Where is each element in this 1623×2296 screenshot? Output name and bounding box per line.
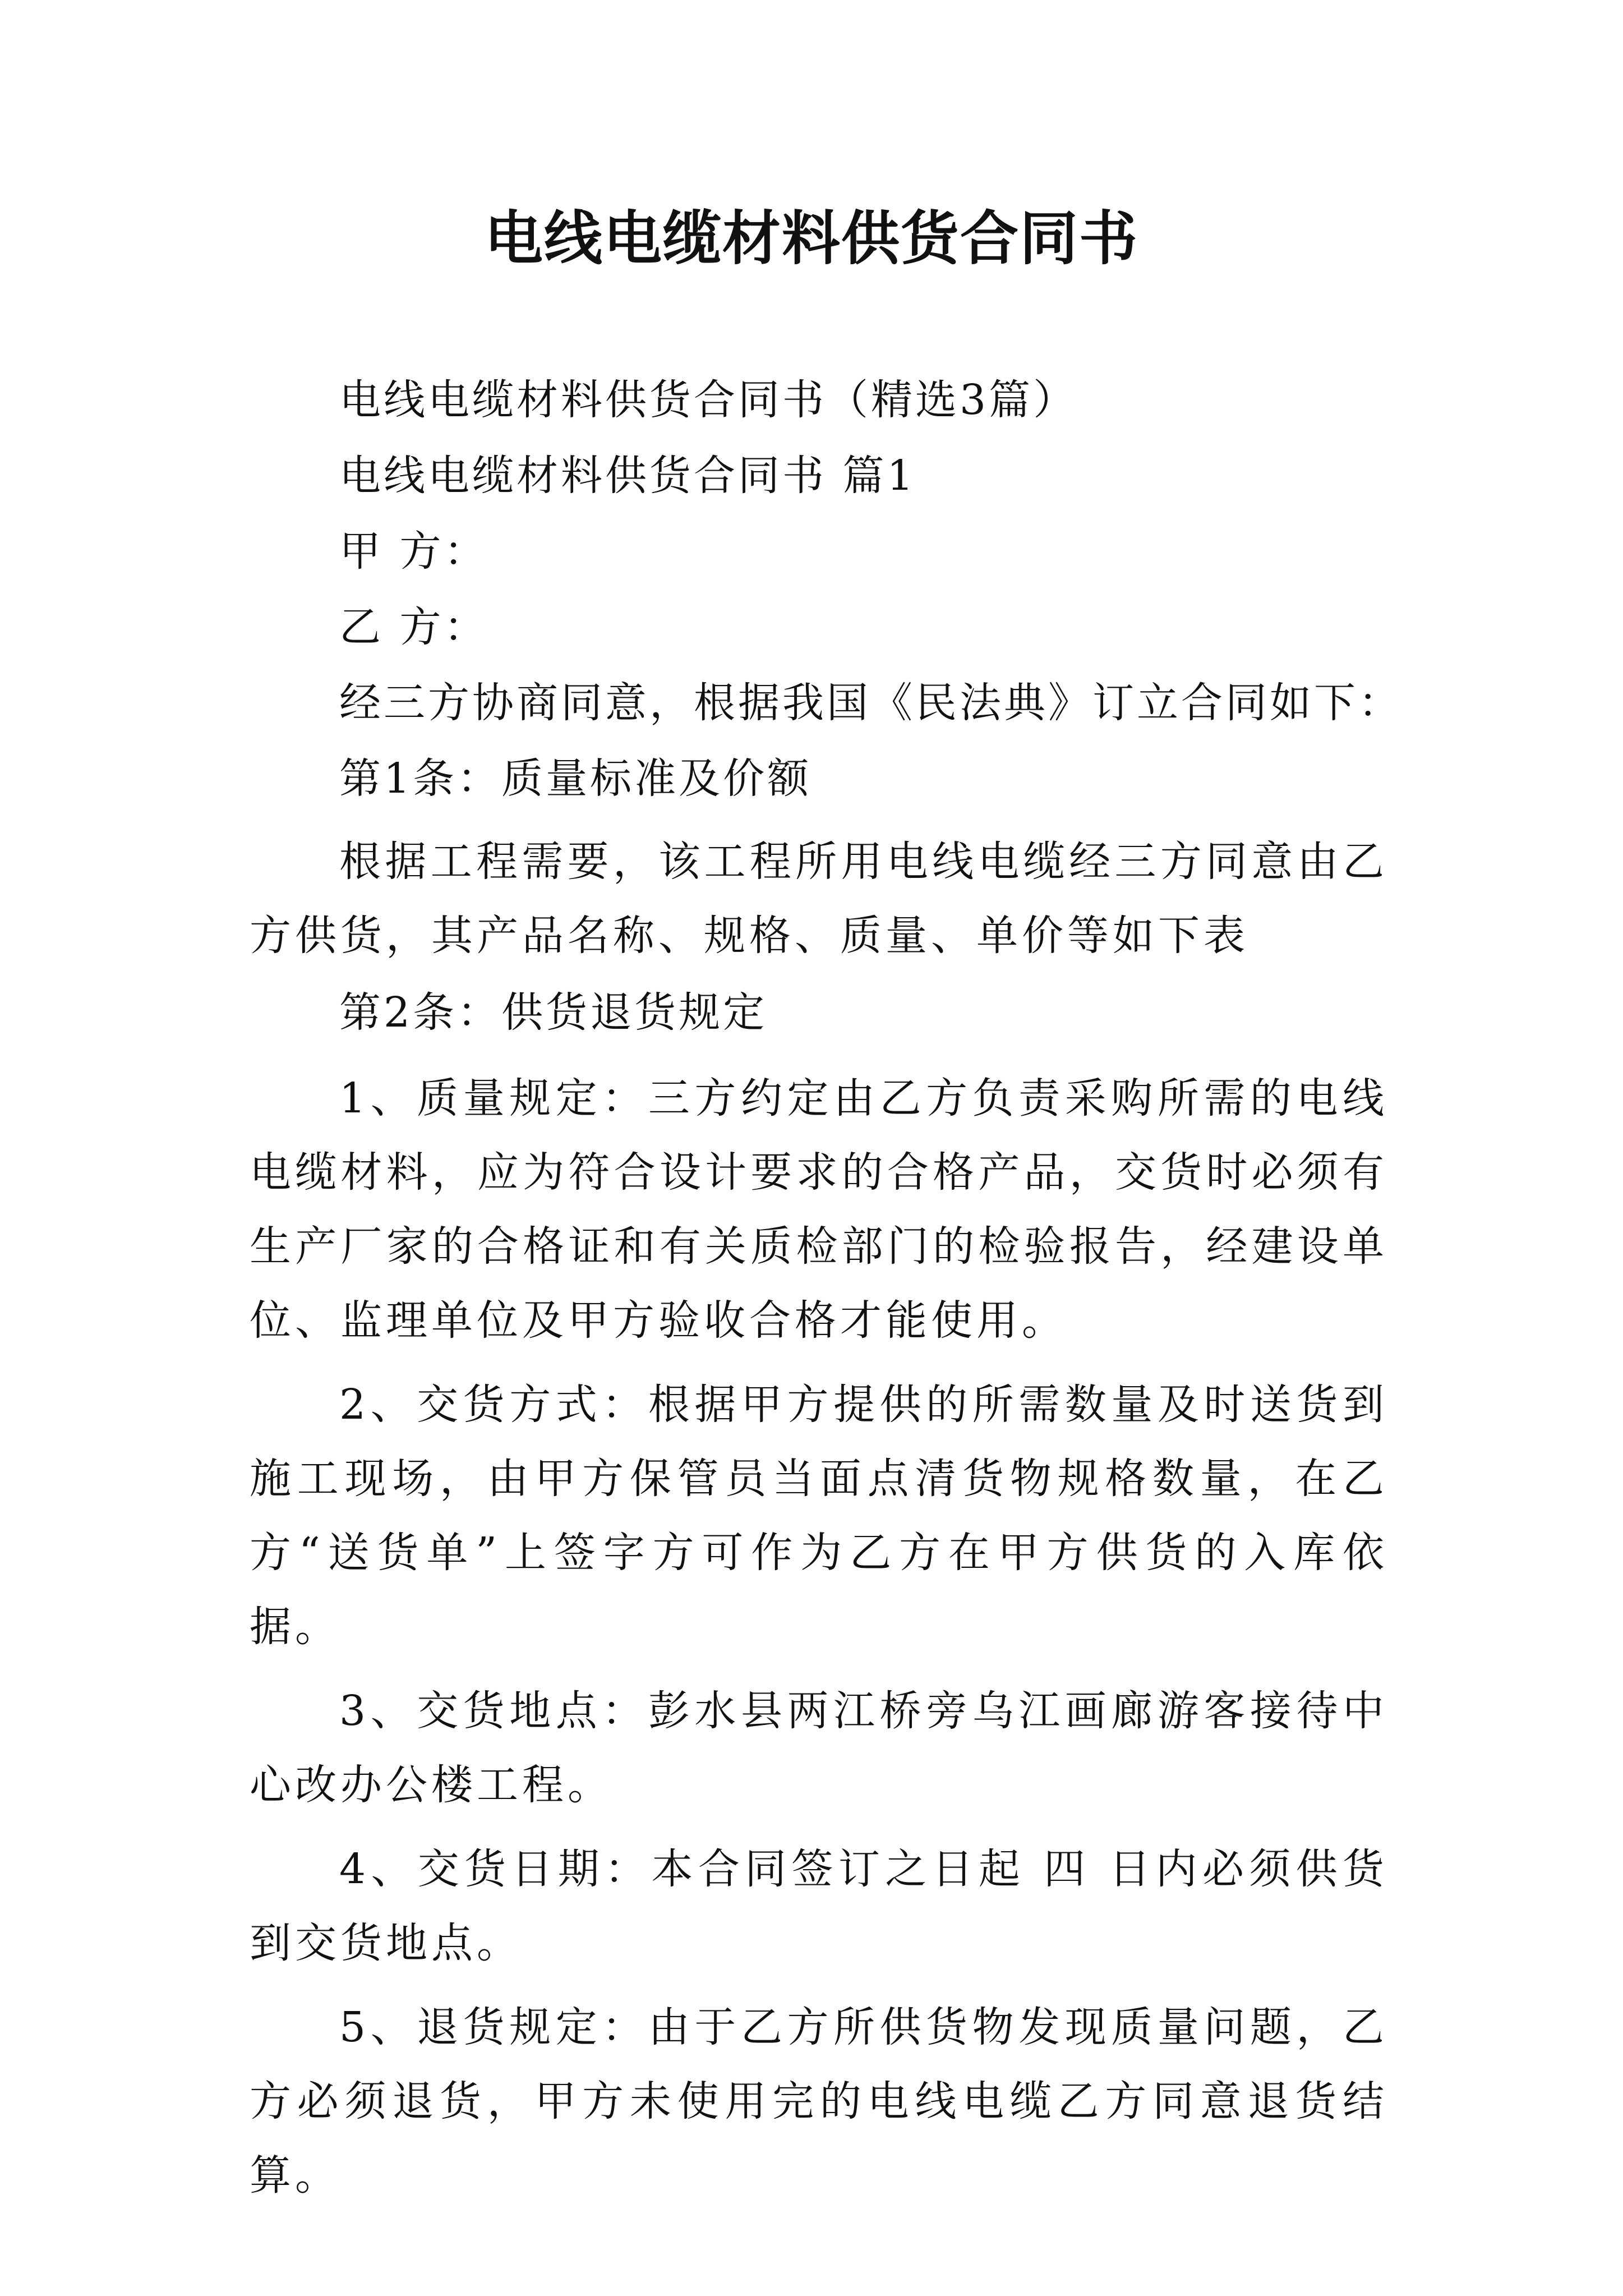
- article-1-paragraph: 根据工程需要，该工程所用电线电缆经三方同意由乙方供货，其产品名称、规格、质量、单价等如下表: [250, 838, 1388, 960]
- clause-4-delivery-date: 4、交货日期：本合同签订之日起 四 日内必须供货到交货地点。: [250, 1845, 1388, 1967]
- document-body: [250, 370, 1403, 2212]
- subtitle-collection: 电线电缆材料供货合同书（精选3篇）: [339, 376, 1078, 424]
- clause-2-delivery-method: 2、交货方式：根据甲方提供的所需数量及时送货到施工现场，由甲方保管员当面点清货物规格数量，在乙方“送货单”上签字方可作为乙方在甲方供货的入库依据。: [250, 1381, 1388, 1651]
- party-a-line: 甲 方：: [339, 527, 488, 576]
- party-b-line: 乙 方：: [339, 603, 488, 651]
- clause-1-quality: 1、质量规定：三方约定由乙方负责采购所需的电线电缆材料，应为符合设计要求的合格产品，交货时必须有生产厂家的合格证和有关质检部门的检验报告，经建设单位、监理单位及甲方验收合格才能使用。: [250, 1074, 1388, 1345]
- agreement-intro: 经三方协商同意，根据我国《民法典》订立合同如下：: [339, 679, 1403, 727]
- article-1-heading: 第1条：质量标准及价额: [339, 754, 812, 803]
- subtitle-part-1: 电线电缆材料供货合同书 篇1: [339, 452, 916, 500]
- document-title: 电线电缆材料供货合同书: [484, 204, 1138, 273]
- clause-5-returns: 5、退货规定：由于乙方所供货物发现质量问题，乙方必须退货，甲方未使用完的电线电缆乙方同意退货结算。: [250, 2003, 1388, 2200]
- clause-3-delivery-location: 3、交货地点：彭水县两江桥旁乌江画廊游客接待中心改办公楼工程。: [250, 1687, 1388, 1809]
- article-2-heading: 第2条：供货退货规定: [339, 988, 768, 1037]
